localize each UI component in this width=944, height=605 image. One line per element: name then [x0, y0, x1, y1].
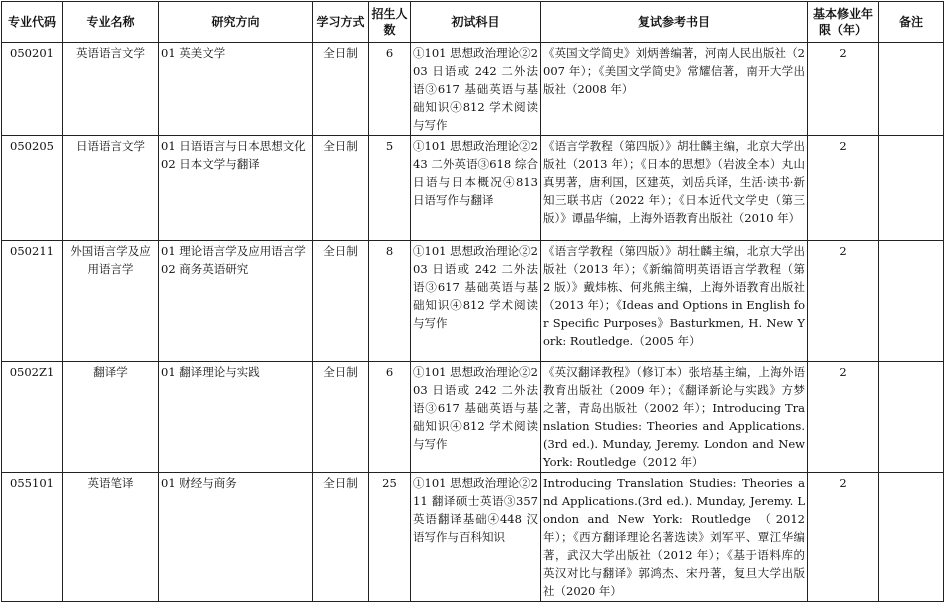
- research-directions: [159, 43, 313, 136]
- major-name: 翻译学: [63, 362, 159, 473]
- exam-subjects: ①101 思想政治理论②203 日语或 242 二外法语③617 基础英语与基础知识④812 学术阅读与写作: [411, 241, 541, 362]
- table-row: [2, 241, 944, 362]
- reference-books: Introducing Translation Studies: Theories and Applications.(3rd ed.). Munday, Jeremy. London and New York: Routledge （2012 年）；《西方翻译理论名著选读》刘军平、覃江华编著，武汉大学出版社（2012 年）；《基于语料库的英汉对比与翻译》郭鸿杰、宋丹著，复旦大学出版社（2020 年）: [541, 473, 808, 602]
- study-years: 2: [808, 136, 879, 241]
- reference-books: 《语言学教程（第四版）》胡壮麟主编，北京大学出版社（2013 年）；《日本的思想》（岩波全本）丸山真男著，唐利国，区建英，刘岳兵译，生活·读书·新知三联书店（2022 年）；《日本近代文学史（第三版）》谭晶华编，上海外语教育出版社（2010 年）: [541, 136, 808, 241]
- major-code: 0502Z1: [2, 362, 63, 473]
- header-code: 专业代码: [2, 2, 63, 43]
- reference-books: 《英国文学简史》刘炳善编著，河南人民出版社（2007 年）；《美国文学简史》常耀信著，南开大学出版社（2008 年）: [541, 43, 808, 136]
- remarks: [879, 241, 944, 362]
- reference-books: 《语言学教程（第四版）》胡壮麟主编，北京大学出版社（2013 年）；《新编简明英语语言学教程（第 2 版）》戴炜栋、何兆熊主编，上海外语教育出版社（2013 年）；《Ideas and Options in English for Specific Purposes》Basturkmen, H. New York: Routledge.（2005 年）: [541, 241, 808, 362]
- remarks: [879, 473, 944, 602]
- major-code: 050205: [2, 136, 63, 241]
- exam-subjects: ①101 思想政治理论②203 日语或 242 二外法语③617 基础英语与基础知识④812 学术阅读与写作: [411, 362, 541, 473]
- research-directions: [159, 136, 313, 241]
- direction-item: 01 理论语言学及应用语言学: [161, 244, 306, 258]
- table-row: [2, 43, 944, 136]
- header-direction: 研究方向: [159, 2, 313, 43]
- header-exam: 初试科目: [411, 2, 541, 43]
- reference-books: 《英汉翻译教程》（修订本）张培基主编，上海外语教育出版社（2009 年）；《翻译新论与实践》方梦之著，青岛出版社（2002 年）；Introducing Translation Studies: Theories and Applications.(3rd ed.). Munday, Jeremy. London and New York: Routledge（2012 年）: [541, 362, 808, 473]
- header-note: 备注: [879, 2, 944, 43]
- study-years: 2: [808, 43, 879, 136]
- exam-subjects: ①101 思想政治理论②243 二外英语③618 综合日语与日本概况④813 日语写作与翻译: [411, 136, 541, 241]
- header-mode: 学习方式: [313, 2, 369, 43]
- header-quota: 招生人数: [369, 2, 411, 43]
- major-name: 日语语言文学: [63, 136, 159, 241]
- major-code: 055101: [2, 473, 63, 602]
- major-code: 050201: [2, 43, 63, 136]
- study-mode: 全日制: [313, 241, 369, 362]
- major-name: 英语语言文学: [63, 43, 159, 136]
- study-mode: 全日制: [313, 43, 369, 136]
- study-mode: 全日制: [313, 136, 369, 241]
- table-row: [2, 136, 944, 241]
- direction-item: 01 日语语言与日本思想文化: [161, 139, 306, 153]
- enrollment-quota: 8: [369, 241, 411, 362]
- study-years: 2: [808, 241, 879, 362]
- direction-item: 02 日本文学与翻译: [161, 157, 260, 171]
- exam-subjects: ①101 思想政治理论②203 日语或 242 二外法语③617 基础英语与基础知识④812 学术阅读与写作: [411, 43, 541, 136]
- enrollment-quota: 25: [369, 473, 411, 602]
- research-directions: [159, 362, 313, 473]
- remarks: [879, 362, 944, 473]
- header-years: 基本修业年限（年）: [808, 2, 879, 43]
- study-mode: 全日制: [313, 362, 369, 473]
- research-directions: [159, 241, 313, 362]
- header-books: 复试参考书目: [541, 2, 808, 43]
- header-name: 专业名称: [63, 2, 159, 43]
- header-row: [2, 2, 944, 43]
- research-directions: [159, 473, 313, 602]
- enrollment-quota: 6: [369, 362, 411, 473]
- enrollment-quota: 6: [369, 43, 411, 136]
- remarks: [879, 43, 944, 136]
- table-row: [2, 362, 944, 473]
- study-years: 2: [808, 362, 879, 473]
- direction-item: 01 英美文学: [161, 46, 226, 60]
- admissions-table: [1, 1, 944, 602]
- enrollment-quota: 5: [369, 136, 411, 241]
- table-row: [2, 473, 944, 602]
- major-code: 050211: [2, 241, 63, 362]
- major-name: 外国语言学及应用语言学: [63, 241, 159, 362]
- major-name: 英语笔译: [63, 473, 159, 602]
- study-years: 2: [808, 473, 879, 602]
- direction-item: 01 财经与商务: [161, 476, 237, 490]
- study-mode: 全日制: [313, 473, 369, 602]
- exam-subjects: ①101 思想政治理论②211 翻译硕士英语③357 英语翻译基础④448 汉语写作与百科知识: [411, 473, 541, 602]
- direction-item: 02 商务英语研究: [161, 262, 249, 276]
- direction-item: 01 翻译理论与实践: [161, 365, 260, 379]
- remarks: [879, 136, 944, 241]
